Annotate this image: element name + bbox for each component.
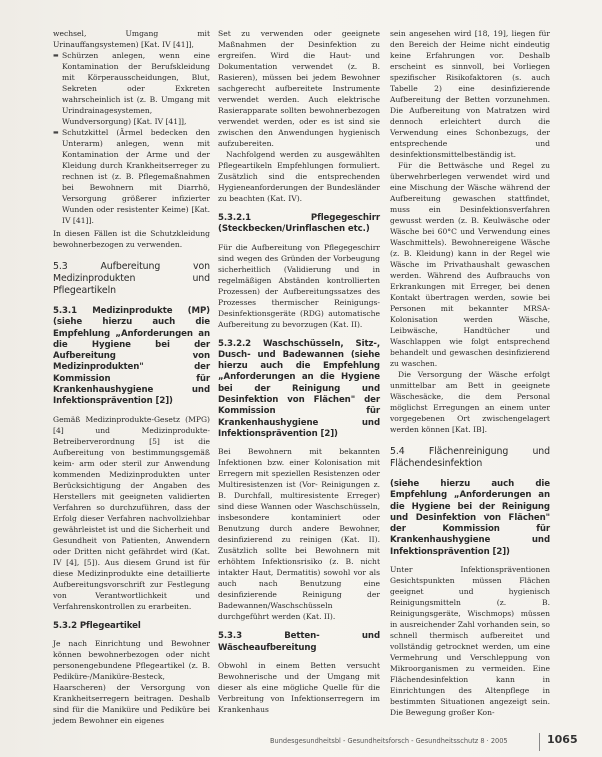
paragraph: Bei Bewohnern mit bekannten Infektionen bzw. einer Kolonisation mit Erregern mit speziellen Resistenzen oder Multiresistenzen ist (Vor- Reinigungen z. B. Durchfall, multiresistente Erreger) sind diese Wannen oder Waschschüsseln, insbesondere kontaminiert oder Benutzung durch andere Bewohner, desinfizierend zu reinigen (Kat. II). Zusätzlich sollte bei Bewohnern mit erhöhtem Infektionsrisiko (z. B. nicht intakter Haut, Dermatitis) sowohl vor als auch nach Benutzung eine desinfizierende Reinigung der Badewannen/Waschschüsseln durchgeführt werden (Kat. II). — [218, 447, 380, 622]
footer-divider — [539, 733, 540, 751]
paragraph: Nachfolgend werden zu ausgewählten Pflegeartikeln Empfehlungen formuliert. Zusätzlich sind die entsprechenden Hygieneanforderungen der Bundesländer zu beachten (Kat. IV). — [218, 150, 380, 203]
subsection-heading-5-3-2-2: 5.3.2.2 Waschschüsseln, Sitz-, Dusch- und Badewannen (siehe hierzu auch die Empfehlung „Anforderungen an die Hygiene bei der Reinigung und Desinfektion von Flächen" der Kommission für Krankenhaushygiene und Infektionsprävention [2]) — [218, 338, 380, 439]
paragraph: Die Versorgung der Wäsche erfolgt unmittelbar am Bett in geeignete Wäschesäcke, die dem Personal möglichst Erregungen an einem unter vorgegebenen Ort zwischengelagert werden können [Kat. IB]. — [390, 370, 550, 434]
paragraph: Je nach Einrichtung und Bewohner können bewohnerbezogen oder nicht personengebundene Pflegeartikel (z. B. Pediküre-/Maniküre-Besteck, Haarscheren) der Versorgung von Krankheitserregern beitragen. Deshalb sind für die Maniküre und Pediküre bei jedem Bewohner ein eigenes — [53, 638, 210, 725]
paragraph: In diesen Fällen ist die Schutzkleidung bewohnerbezogen zu verwenden. — [53, 229, 210, 249]
paragraph: Obwohl in einem Betten versucht Bewohnerische und der Umgang mit dieser als eine mögliche Quelle für die Verbreitung von Infektionserregern im Krankenhaus — [218, 660, 380, 714]
paragraph: Für die Aufbereitung von Pflegegeschirr sind wegen des Gründen der Vorbeugung sicherheitlich (Validierung und in regelmäßigen Abständen kontrollierten Prozessen) der Aufbereitungssatzes des Prozesses thermischer Reinigungs-Desinfektionsgeräte (RDG) automatische Aufbereitung zu bevorzugen (Kat. II). — [218, 242, 380, 329]
bullet-list — [53, 50, 210, 226]
paragraph: sein angesehen wird [18, 19], liegen für den Bereich der Heime nicht eindeutig keine Erfahrungen vor. Deshalb erscheint es sinnvoll, bei Vorliegen spezifischer Risikofaktoren (s. auch Tabelle 2) eine desinfizierende Aufbereitung der Betten vorzunehmen. Die Aufbereitung von Matratzen wird dennoch erleichtert durch die Verwendung eines Schonbezugs, der entsprechende und desinfektionsmittelbeständig ist. — [390, 29, 550, 159]
section-heading-5-3: 5.3 Aufbereitung von Medizinprodukten und Pflegeartikeln — [53, 261, 210, 296]
paragraph: Unter Infektionspräventionen Gesichtspunkten müssen Flächen geeignet und hygienisch Reinigungsmitteln (z. B. Reinigungsgeräte, Wischmops) müssen in ausreichender Zahl vorhanden sein, so schnell thermisch aufbereitet und vollständig getrocknet werden, um eine Vermehrung und Verschleppung von Mikroorganismen zu vermeiden. Eine Flächendesinfektion kann in Einrichtungen des Altenpflege in bestimmten Situationen angezeigt sein. Die Bewegung großer Kon- — [390, 565, 550, 718]
page-number: 1065 — [547, 733, 578, 746]
subsection-heading-5-3-3: 5.3.3 Betten- und Wäscheaufbereitung — [218, 631, 380, 653]
column-middle — [218, 28, 380, 715]
paragraph: Für die Bettwäsche und Regel zu überwehrberlegen verwendet wird und eine Mischung der Wäsche während der Aufbereitung gewaschen stattfindet, muss ein Desinfektionsverfahren gewusst werden (z. B. Keulwäsche oder Wäsche bei 60°C und Verwendung eines Waschmittels). Bewohnereigene Wäsche (z. B. Kleidung) kann in der Regel wie Wäsche im Privathaushalt gewaschen werden. Während des Aufbrauchs von Erkrankungen mit Erreger, bei denen Kontakt übertragen werden, sowie bei Personen mit bekannter MRSA-Kolonisation werden Wäsche, Leibwäsche, Handtücher und Waschlappen wie folgt entsprechend behandelt und gewaschen desinfizierend zu waschen. — [390, 161, 550, 368]
subsection-heading-5-4-note: (siehe hierzu auch die Empfehlung „Anforderungen an die Hygiene bei der Reinigung und Desinfektion von Flächen" der Kommission für Krankenhaushygiene und Infektionsprävention [2]) — [390, 479, 550, 557]
column-left — [53, 28, 210, 726]
list-item: ▬ Schürzen anlegen, wenn eine Kontamination der Berufskleidung mit Körperausscheidungen, Blut, Sekreten oder Exkreten wahrscheinlich ist (z. B. Umgang mit Urindrainagesystemen, Wundversorgung) [Kat. IV [41]], — [53, 50, 210, 127]
column-right — [390, 28, 550, 718]
list-item: ▬ Schutzkittel (Ärmel bedecken den Unterarm) anlegen, wenn mit Kontamination der Arme und der Kleidung durch Krankheitserreger zu rechnen ist (z. B. Pflegemaßnahmen bei Bewohnern mit Diarrhö, Versorgung größerer infizierter Wunden oder resistenter Keime) [Kat. IV [41]]. — [53, 127, 210, 226]
paragraph: wechsel, Umgang mit Urinauffangsystemen) [Kat. IV [41]], — [53, 29, 210, 49]
paragraph: Gemäß Medizinprodukte-Gesetz (MPG) [4] und Medizinprodukte-Betreiberverordnung [5] ist die Aufbereitung von bestimmungsgemäß keim- arm oder steril zur Anwendung kommenden Medizinprodukten unter Berücksichtigung der Angaben des Herstellers mit geeigneten validierten Verfahren so durchzuführen, dass der Erfolg dieser Verfahren nachvollziehbar gewährleistet ist und die Sicherheit und Gesundheit von Patienten, Anwendern oder Dritten nicht gefährdet wird (Kat. IV [4], [5]). Aus diesem Grund ist für diese Medizinprodukte eine detaillierte Aufbereitungsvorschrift zur Festlegung von Verantwortlichkeit und Verfahrenskontrollen zu erarbeiten. — [53, 414, 210, 611]
paragraph: Set zu verwenden oder geeignete Maßnahmen der Desinfektion zu ergreifen. Wird die Haut- und Dokumentation verwendet (z. B. Rasieren), müssen bei jedem Bewohner sachgerecht aufbereitete Instrumente verwendet werden. Auch elektrische Rasierapparate sollten bewohnerbezogen verwendet werden, oder es ist sind sie zwischen den Anwendungen hygienisch aufzubereiten. — [218, 29, 380, 148]
subsection-heading-5-3-2: 5.3.2 Pflegeartikel — [53, 620, 141, 631]
journal-source: Bundesgesundheitsbl - Gesundheitsforsch - Gesundheitsschutz 8 · 2005 — [270, 737, 508, 745]
section-heading-5-4: 5.4 Flächenreinigung und Flächendesinfektion — [390, 446, 550, 469]
subsection-heading-5-3-2-1: 5.3.2.1 Pflegegeschirr (Steckbecken/Urinflaschen etc.) — [218, 213, 380, 235]
subsection-heading-5-3-1: 5.3.1 Medizinprodukte (MP) (siehe hierzu auch die Empfehlung „Anforderungen an die Hygiene bei der Aufbereitung von Medizinprodukten" der Kommission für Krankenhaushygiene und Infektionsprävention [2]) — [53, 306, 210, 407]
